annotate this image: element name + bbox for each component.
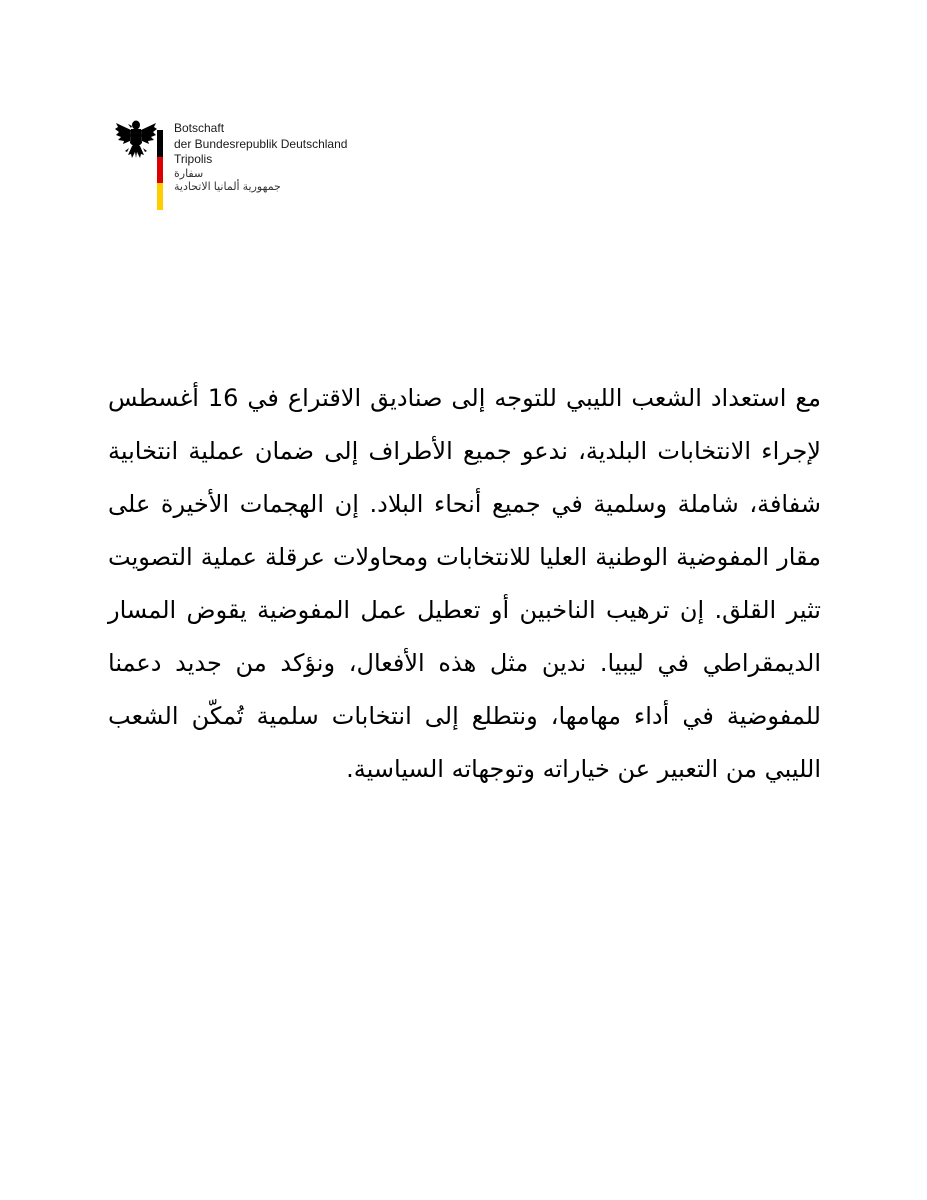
embassy-line-3: Tripolis: [174, 152, 213, 166]
flag-stripe-gold: [157, 183, 163, 210]
embassy-name-block: [174, 121, 347, 194]
embassy-line-1: Botschaft: [174, 121, 225, 135]
federal-eagle-icon: [114, 117, 158, 159]
statement-body: مع استعداد الشعب الليبي للتوجه إلى صناديق الاقتراع في 16 أغسطس لإجراء الانتخابات البلدية، ندعو جميع الأطراف إلى ضمان عملية انتخابية شفافة، شاملة وسلمية في جميع أنحاء البلاد. إن الهجمات الأخيرة على مقار المفوضية الوطنية العليا للانتخابات ومحاولات عرقلة عملية التصويت تثير القلق. إن ترهيب الناخبين أو تعطيل عمل المفوضية يقوض المسار الديمقراطي في ليبيا. ندين مثل هذه الأفعال، ونؤكد من جديد دعمنا للمفوضية في أداء مهامها، ونتطلع إلى انتخابات سلمية تُمكّن الشعب الليبي من التعبير عن خياراته وتوجهاته السياسية.: [108, 384, 821, 783]
embassy-arabic-line-2: جمهورية ألمانيا الاتحادية: [174, 180, 281, 193]
german-flag-stripe: [157, 130, 163, 210]
flag-stripe-black: [157, 130, 163, 157]
flag-stripe-red: [157, 157, 163, 184]
embassy-arabic-line-1: سفارة: [174, 167, 204, 180]
embassy-line-2: der Bundesrepublik Deutschland: [174, 136, 348, 151]
